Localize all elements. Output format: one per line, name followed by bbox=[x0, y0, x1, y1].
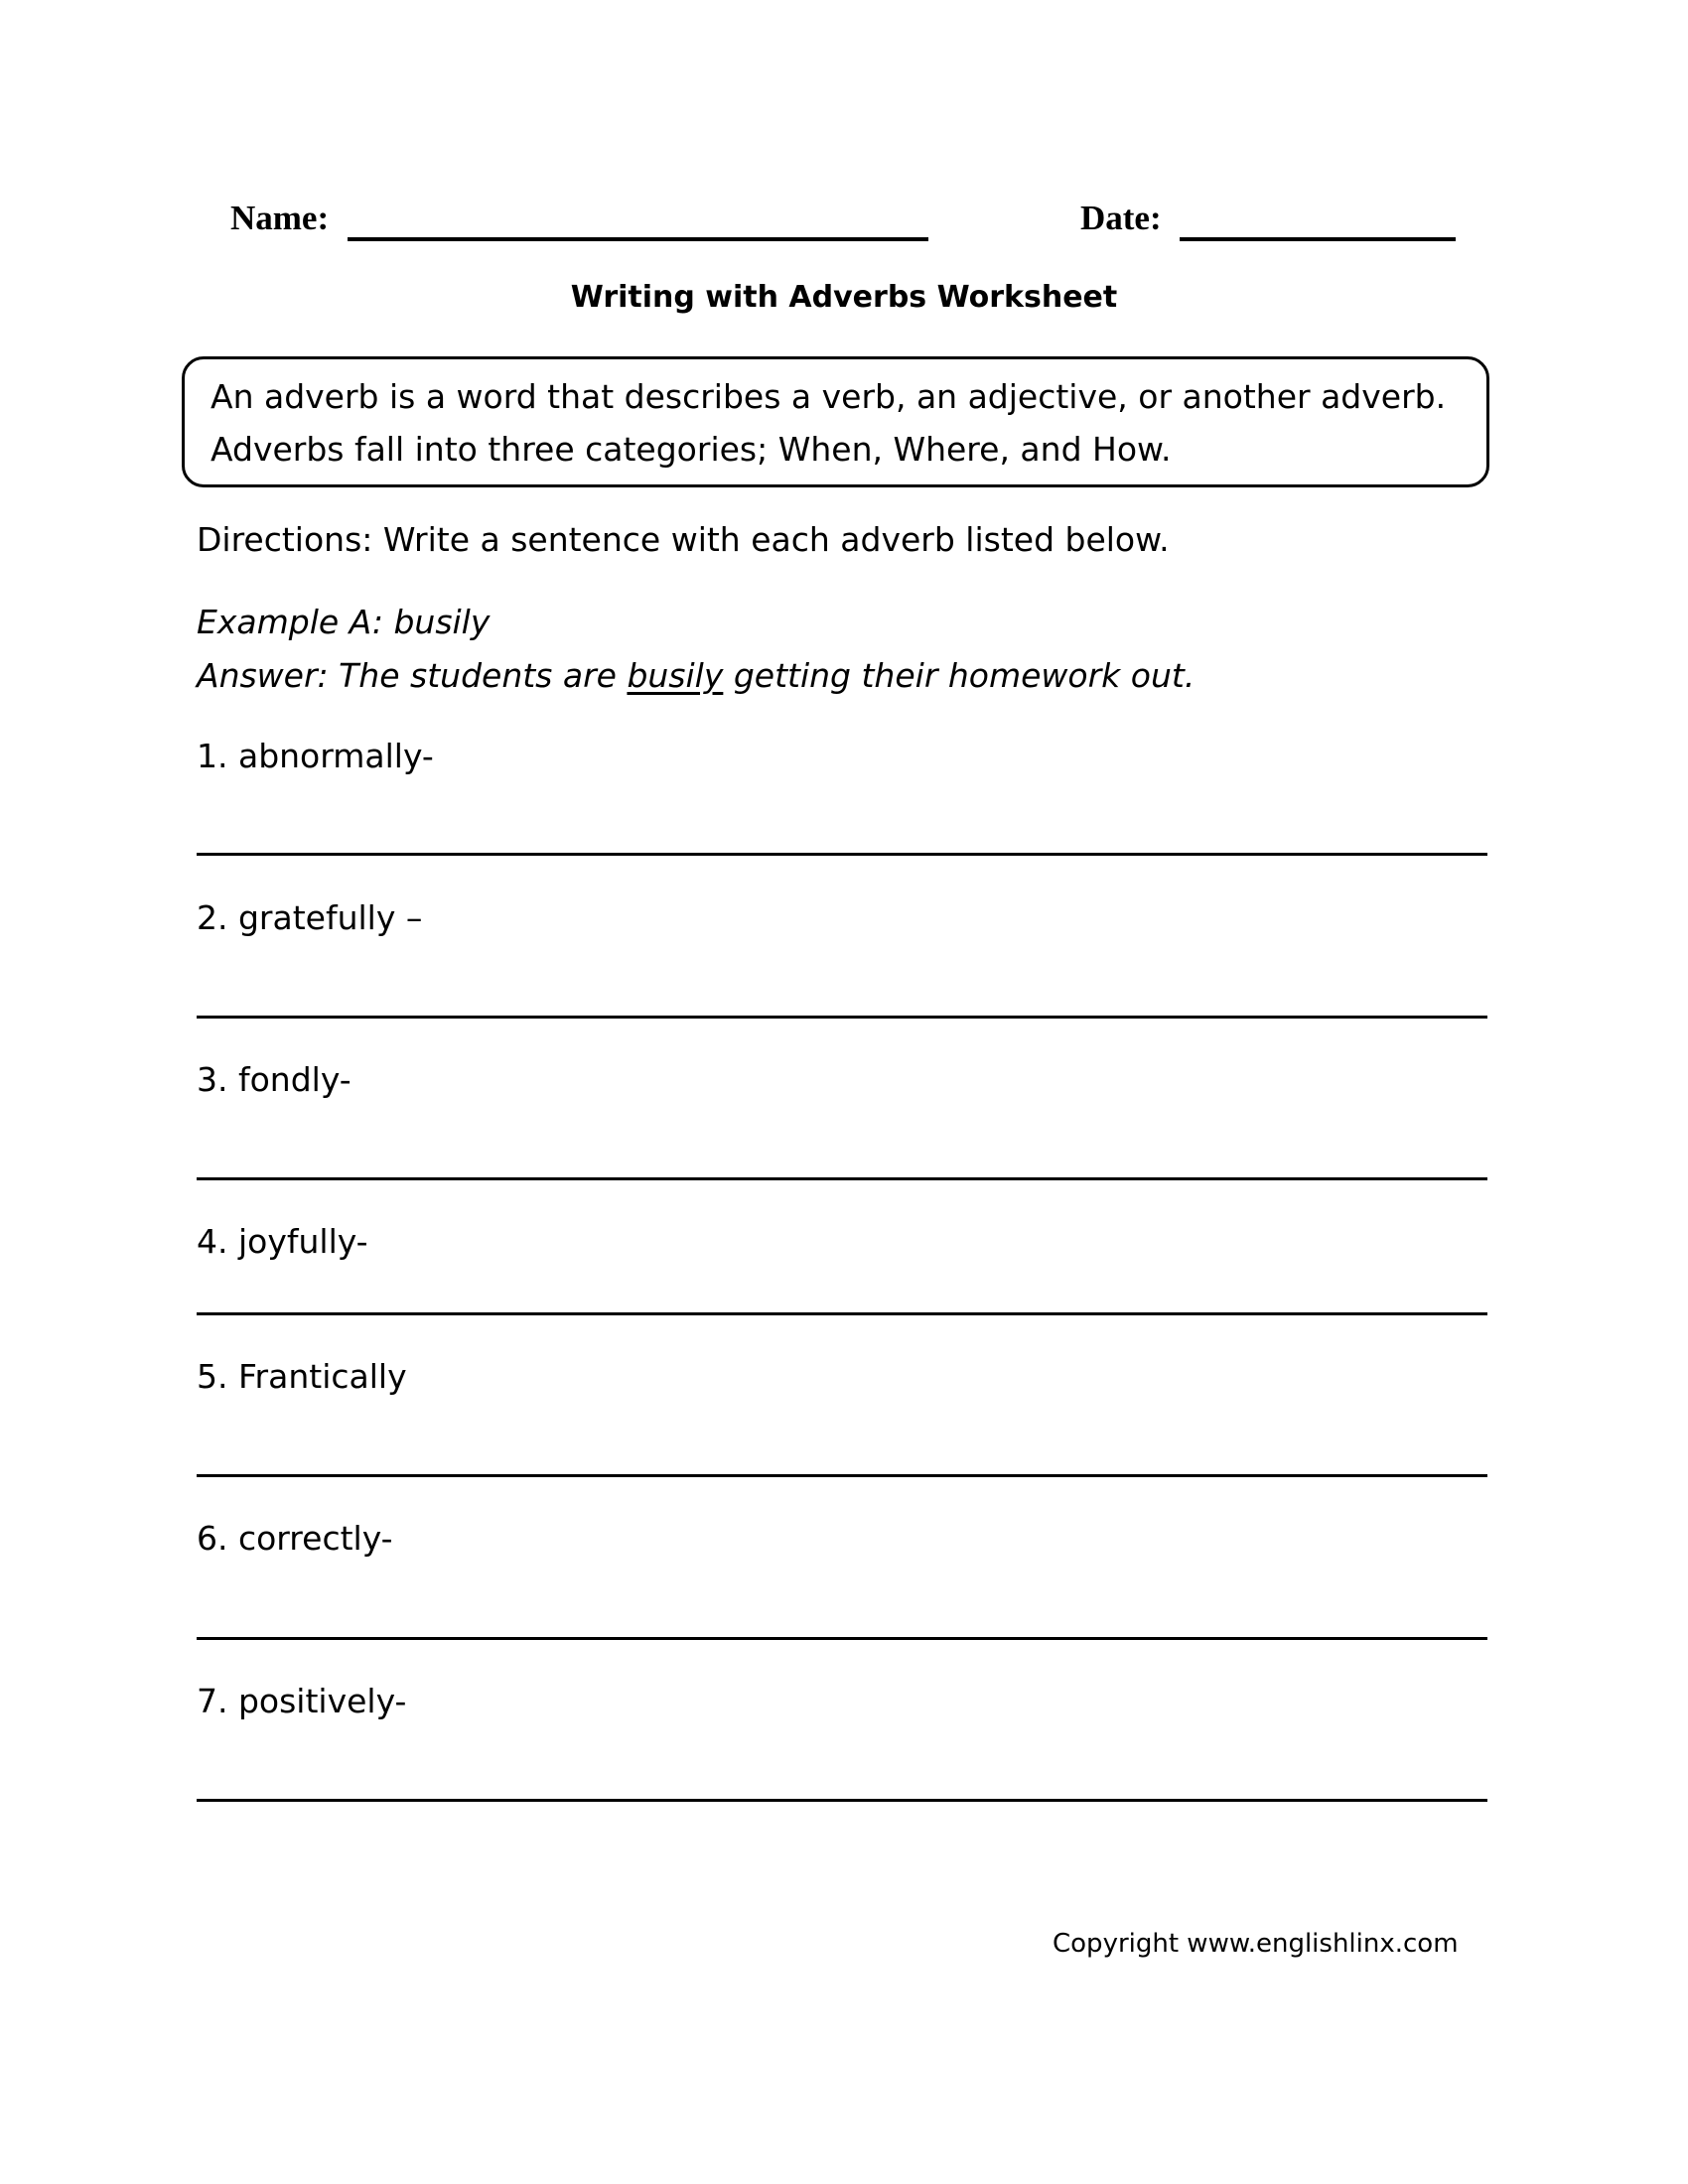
date-field[interactable] bbox=[1180, 237, 1456, 241]
example-answer bbox=[197, 656, 1195, 696]
definition-line-1: An adverb is a word that describes a verb, an adjective, or another adverb. bbox=[211, 377, 1447, 416]
worksheet-title: Writing with Adverbs Worksheet bbox=[570, 280, 1118, 315]
answer-line-3[interactable] bbox=[197, 1177, 1487, 1180]
item-label-4: 4. joyfully- bbox=[197, 1222, 368, 1261]
example-answer-prefix: Answer: The students are bbox=[197, 656, 628, 695]
answer-line-4[interactable] bbox=[197, 1312, 1487, 1315]
item-label-5: 5. Frantically bbox=[197, 1357, 407, 1396]
example-answer-suffix: getting their homework out. bbox=[723, 656, 1196, 695]
directions-text: Directions: Write a sentence with each adverb listed below. bbox=[197, 520, 1170, 559]
answer-line-2[interactable] bbox=[197, 1016, 1487, 1019]
answer-line-5[interactable] bbox=[197, 1474, 1487, 1477]
date-label: Date: bbox=[1080, 199, 1162, 237]
name-field[interactable] bbox=[348, 237, 928, 241]
definition-box bbox=[182, 356, 1489, 487]
item-label-6: 6. correctly- bbox=[197, 1519, 393, 1558]
answer-line-7[interactable] bbox=[197, 1799, 1487, 1802]
example-label: Example A: busily bbox=[197, 603, 491, 641]
copyright-text: Copyright www.englishlinx.com bbox=[1053, 1929, 1459, 1959]
item-label-3: 3. fondly- bbox=[197, 1060, 352, 1099]
example-answer-underlined: busily bbox=[627, 656, 724, 695]
item-label-1: 1. abnormally- bbox=[197, 737, 434, 775]
answer-line-1[interactable] bbox=[197, 853, 1487, 856]
item-label-2: 2. gratefully – bbox=[197, 898, 423, 937]
item-label-7: 7. positively- bbox=[197, 1682, 407, 1720]
answer-line-6[interactable] bbox=[197, 1637, 1487, 1640]
definition-line-2: Adverbs fall into three categories; When, Where, and How. bbox=[211, 430, 1172, 469]
name-label: Name: bbox=[230, 199, 330, 237]
